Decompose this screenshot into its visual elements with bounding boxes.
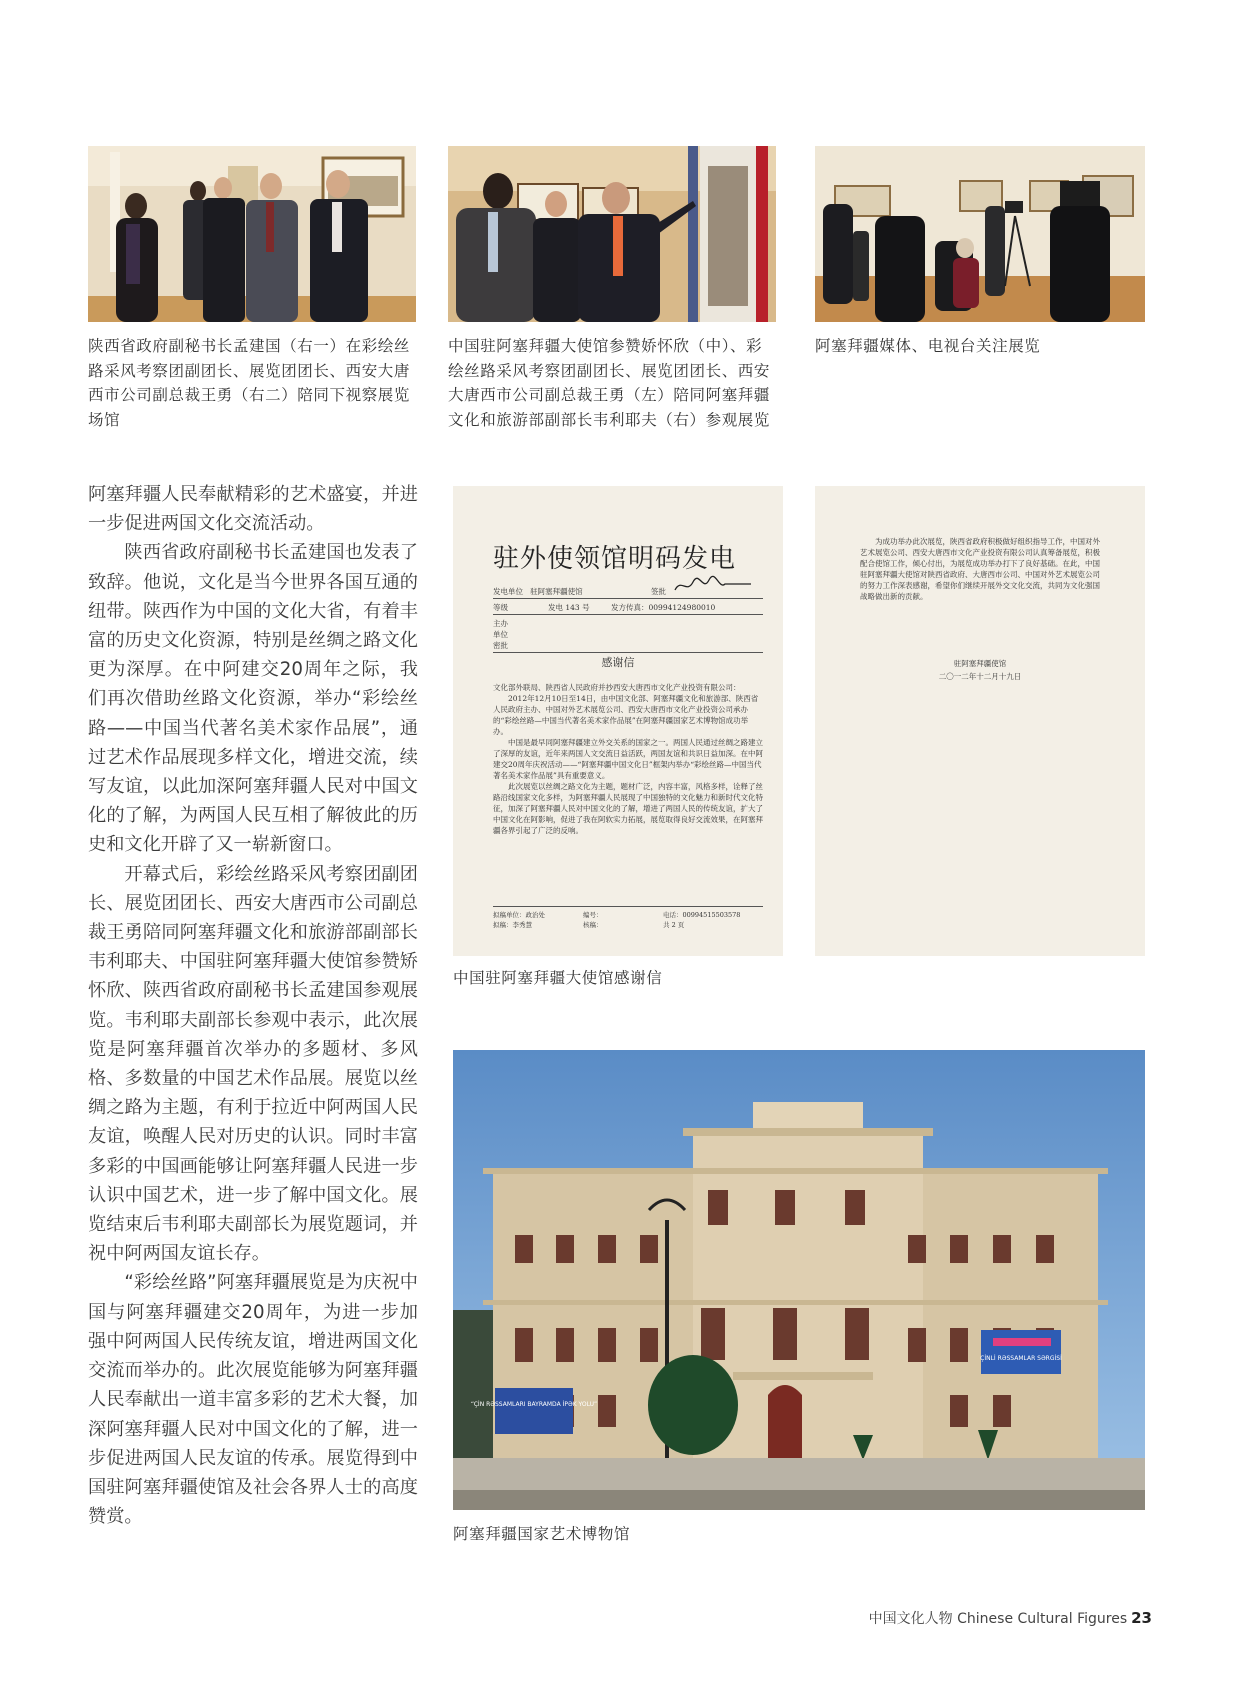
article-paragraph: 阿塞拜疆人民奉献精彩的艺术盛宴，并进一步促进两国文化交流活动。 bbox=[88, 484, 418, 535]
caption-photo-2: 中国驻阿塞拜疆大使馆参赞娇怀欣（中）、彩绘丝路采风考察团副团长、展览团团长、西安大唐西市公司副总裁王勇（左）陪同阿塞拜疆文化和旅游部副部长韦利耶夫（右）参观展览 bbox=[448, 337, 771, 429]
caption-photo-1: 陕西省政府副秘书长孟建国（右一）在彩绘丝路采风考察团副团长、展览团团长、西安大唐西市公司副总裁王勇（右二）陪同下视察展览场馆 bbox=[88, 337, 411, 429]
field-unit-label: 发电单位 bbox=[493, 587, 523, 596]
footer-pages: 共 2 页 bbox=[663, 921, 685, 929]
telegram-title: 驻外使领馆明码发电 bbox=[493, 544, 737, 574]
page-footer bbox=[869, 1608, 1152, 1628]
letter-body-paragraph: 中国是最早同阿塞拜疆建立外交关系的国家之一。两国人民通过丝绸之路建立了深厚的友谊，近年来两国人文交流日益活跃，两国友谊和共识日益加深。在中阿建交20周年庆祝活动——“阿塞拜疆中国文化日”框架内举办“彩绘丝路—中国当代著名美术家作品展”具有重要意义。 bbox=[493, 738, 763, 780]
article-paragraph: 陕西省政府副秘书长孟建国也发表了致辞。他说，文化是当今世界各国互通的纽带。陕西作为中国的文化大省，有着丰富的历史文化资源，特别是丝绸之路文化更为深厚。在中阿建交20周年之际，我们再次借助丝路文化资源，举办“彩绘丝路——中国当代著名美术家作品展”，通过艺术作品展现多样文化，增进交流，续写友谊，以此加深阿塞拜疆人民对中国文化的了解，为两国人民互相了解彼此的历史和文化开辟了又一崭新窗口。 bbox=[88, 542, 418, 856]
footer-drafter: 拟稿：李秀慧 bbox=[493, 921, 532, 929]
footer-drafting-unit: 拟稿单位：政治处 bbox=[493, 911, 545, 919]
caption-letter: 中国驻阿塞拜疆大使馆感谢信 bbox=[453, 969, 663, 987]
field-main-label: 主办 bbox=[493, 619, 508, 628]
footer-phone: 电话：00994515503578 bbox=[663, 911, 741, 919]
letter-subject: 感谢信 bbox=[601, 656, 635, 669]
article-body bbox=[88, 480, 418, 1531]
page-number: 23 bbox=[1131, 1609, 1152, 1627]
field-unit-value: 驻阿塞拜疆使馆 bbox=[530, 587, 583, 596]
field-number: 发电 143 号 bbox=[548, 603, 590, 612]
field-fax: 发方传真：00994124980010 bbox=[611, 603, 716, 612]
letter-body-paragraph: 此次展览以丝绸之路文化为主题，题材广泛，内容丰富，风格多样，诠释了丝路沿线国家文化多样，为阿塞拜疆人民展现了中国独特的文化魅力和新时代文化特征，加深了阿塞拜疆人民对中国文化的了解，增进了两国人民的传统友谊，扩大了中国文化在阿影响，促进了我在阿软实力拓展，展览取得良好交流效果，在阿塞拜疆各界引起了广泛的反响。 bbox=[493, 782, 763, 835]
field-sign-label: 签批 bbox=[651, 587, 666, 596]
telegram-letter-page-1 bbox=[453, 486, 783, 956]
article-paragraph: “彩绘丝路”阿塞拜疆展览是为庆祝中国与阿塞拜疆建交20周年，为进一步加强中阿两国人民传统友谊，增进两国文化交流而举办的。此次展览能够为阿塞拜疆人民奉献出一道丰富多彩的艺术大餐，加深阿塞拜疆人民对中国文化的了解，进一步促进两国人民友谊的传承。展览得到中国驻阿塞拜疆使馆及社会各界人士的高度赞赏。 bbox=[88, 1272, 418, 1528]
museum-banner-right: ÇİNLİ RƏSSAMLAR SƏRGİSİ bbox=[980, 1355, 1062, 1362]
caption-photo-3: 阿塞拜疆媒体、电视台关注展览 bbox=[815, 337, 1041, 355]
field-dept-label: 单位 bbox=[493, 630, 508, 639]
photo-counselor-guiding bbox=[448, 146, 776, 322]
photo-national-art-museum bbox=[453, 1050, 1145, 1510]
article-paragraph: 开幕式后，彩绘丝路采风考察团副团长、展览团团长、西安大唐西市公司副总裁王勇陪同阿塞拜疆文化和旅游部副部长韦利耶夫、中国驻阿塞拜疆大使馆参赞矫怀欣、陕西省政府副秘书长孟建国参观展览。韦利耶夫副部长参观中表示，此次展览是阿塞拜疆首次举办的多题材、多风格、多数量的中国艺术作品展。展览以丝绸之路为主题，有利于拉近中阿两国人民友谊，唤醒人民对历史的认识。同时丰富多彩的中国画能够让阿塞拜疆人民进一步认识中国艺术，进一步了解中国文化。展览结束后韦利耶夫副部长为展览题词，并祝中阿两国友谊长存。 bbox=[88, 863, 418, 1265]
letter2-date: 二〇一二年十二月十九日 bbox=[938, 672, 1022, 681]
signature-image bbox=[673, 574, 753, 596]
telegram-letter-page-2 bbox=[815, 486, 1145, 956]
caption-museum: 阿塞拜疆国家艺术博物馆 bbox=[453, 1525, 631, 1543]
field-approve-label: 密批 bbox=[493, 641, 508, 650]
photo-official-inspection bbox=[88, 146, 416, 322]
museum-banner-left: “ÇİN RƏSSAMLARI BAYRAMDA İPƏK YOLU” bbox=[470, 1401, 598, 1408]
letter2-signature: 驻阿塞拜疆使馆 bbox=[953, 659, 1007, 668]
letter-greeting: 文化部外联局、陕西省人民政府并抄西安大唐西市文化产业投资有限公司： bbox=[493, 683, 741, 692]
letter2-body: 为成功举办此次展览，陕西省政府积极做好组织指导工作，中国对外艺术展览公司、西安大唐西市文化产业投资有限公司认真筹备展览，积极配合使馆工作，倾心付出，为展览成功举办打下了良好基础。在此，中国驻阿塞拜疆大使馆对陕西省政府、大唐西市公司、中国对外艺术展览公司的努力工作深表感谢，希望你们继续开展外交文化交流，共同为文化强国战略做出新的贡献。 bbox=[860, 537, 1100, 601]
footer-reviewer: 核稿： bbox=[583, 921, 603, 929]
letter-body-paragraph: 2012年12月10日至14日，由中国文化部、阿塞拜疆文化和旅游部、陕西省人民政府主办、中国对外艺术展览公司、西安大唐西市文化产业投资公司承办的“彩绘丝路—中国当代著名美术家作品展”在阿塞拜疆国家艺术博物馆成功举办。 bbox=[493, 694, 759, 736]
photo-media-coverage bbox=[815, 146, 1145, 322]
field-grade-label: 等级 bbox=[493, 603, 508, 612]
magazine-name: 中国文化人物 Chinese Cultural Figures bbox=[868, 1611, 1128, 1627]
footer-number: 编号： bbox=[583, 911, 603, 919]
